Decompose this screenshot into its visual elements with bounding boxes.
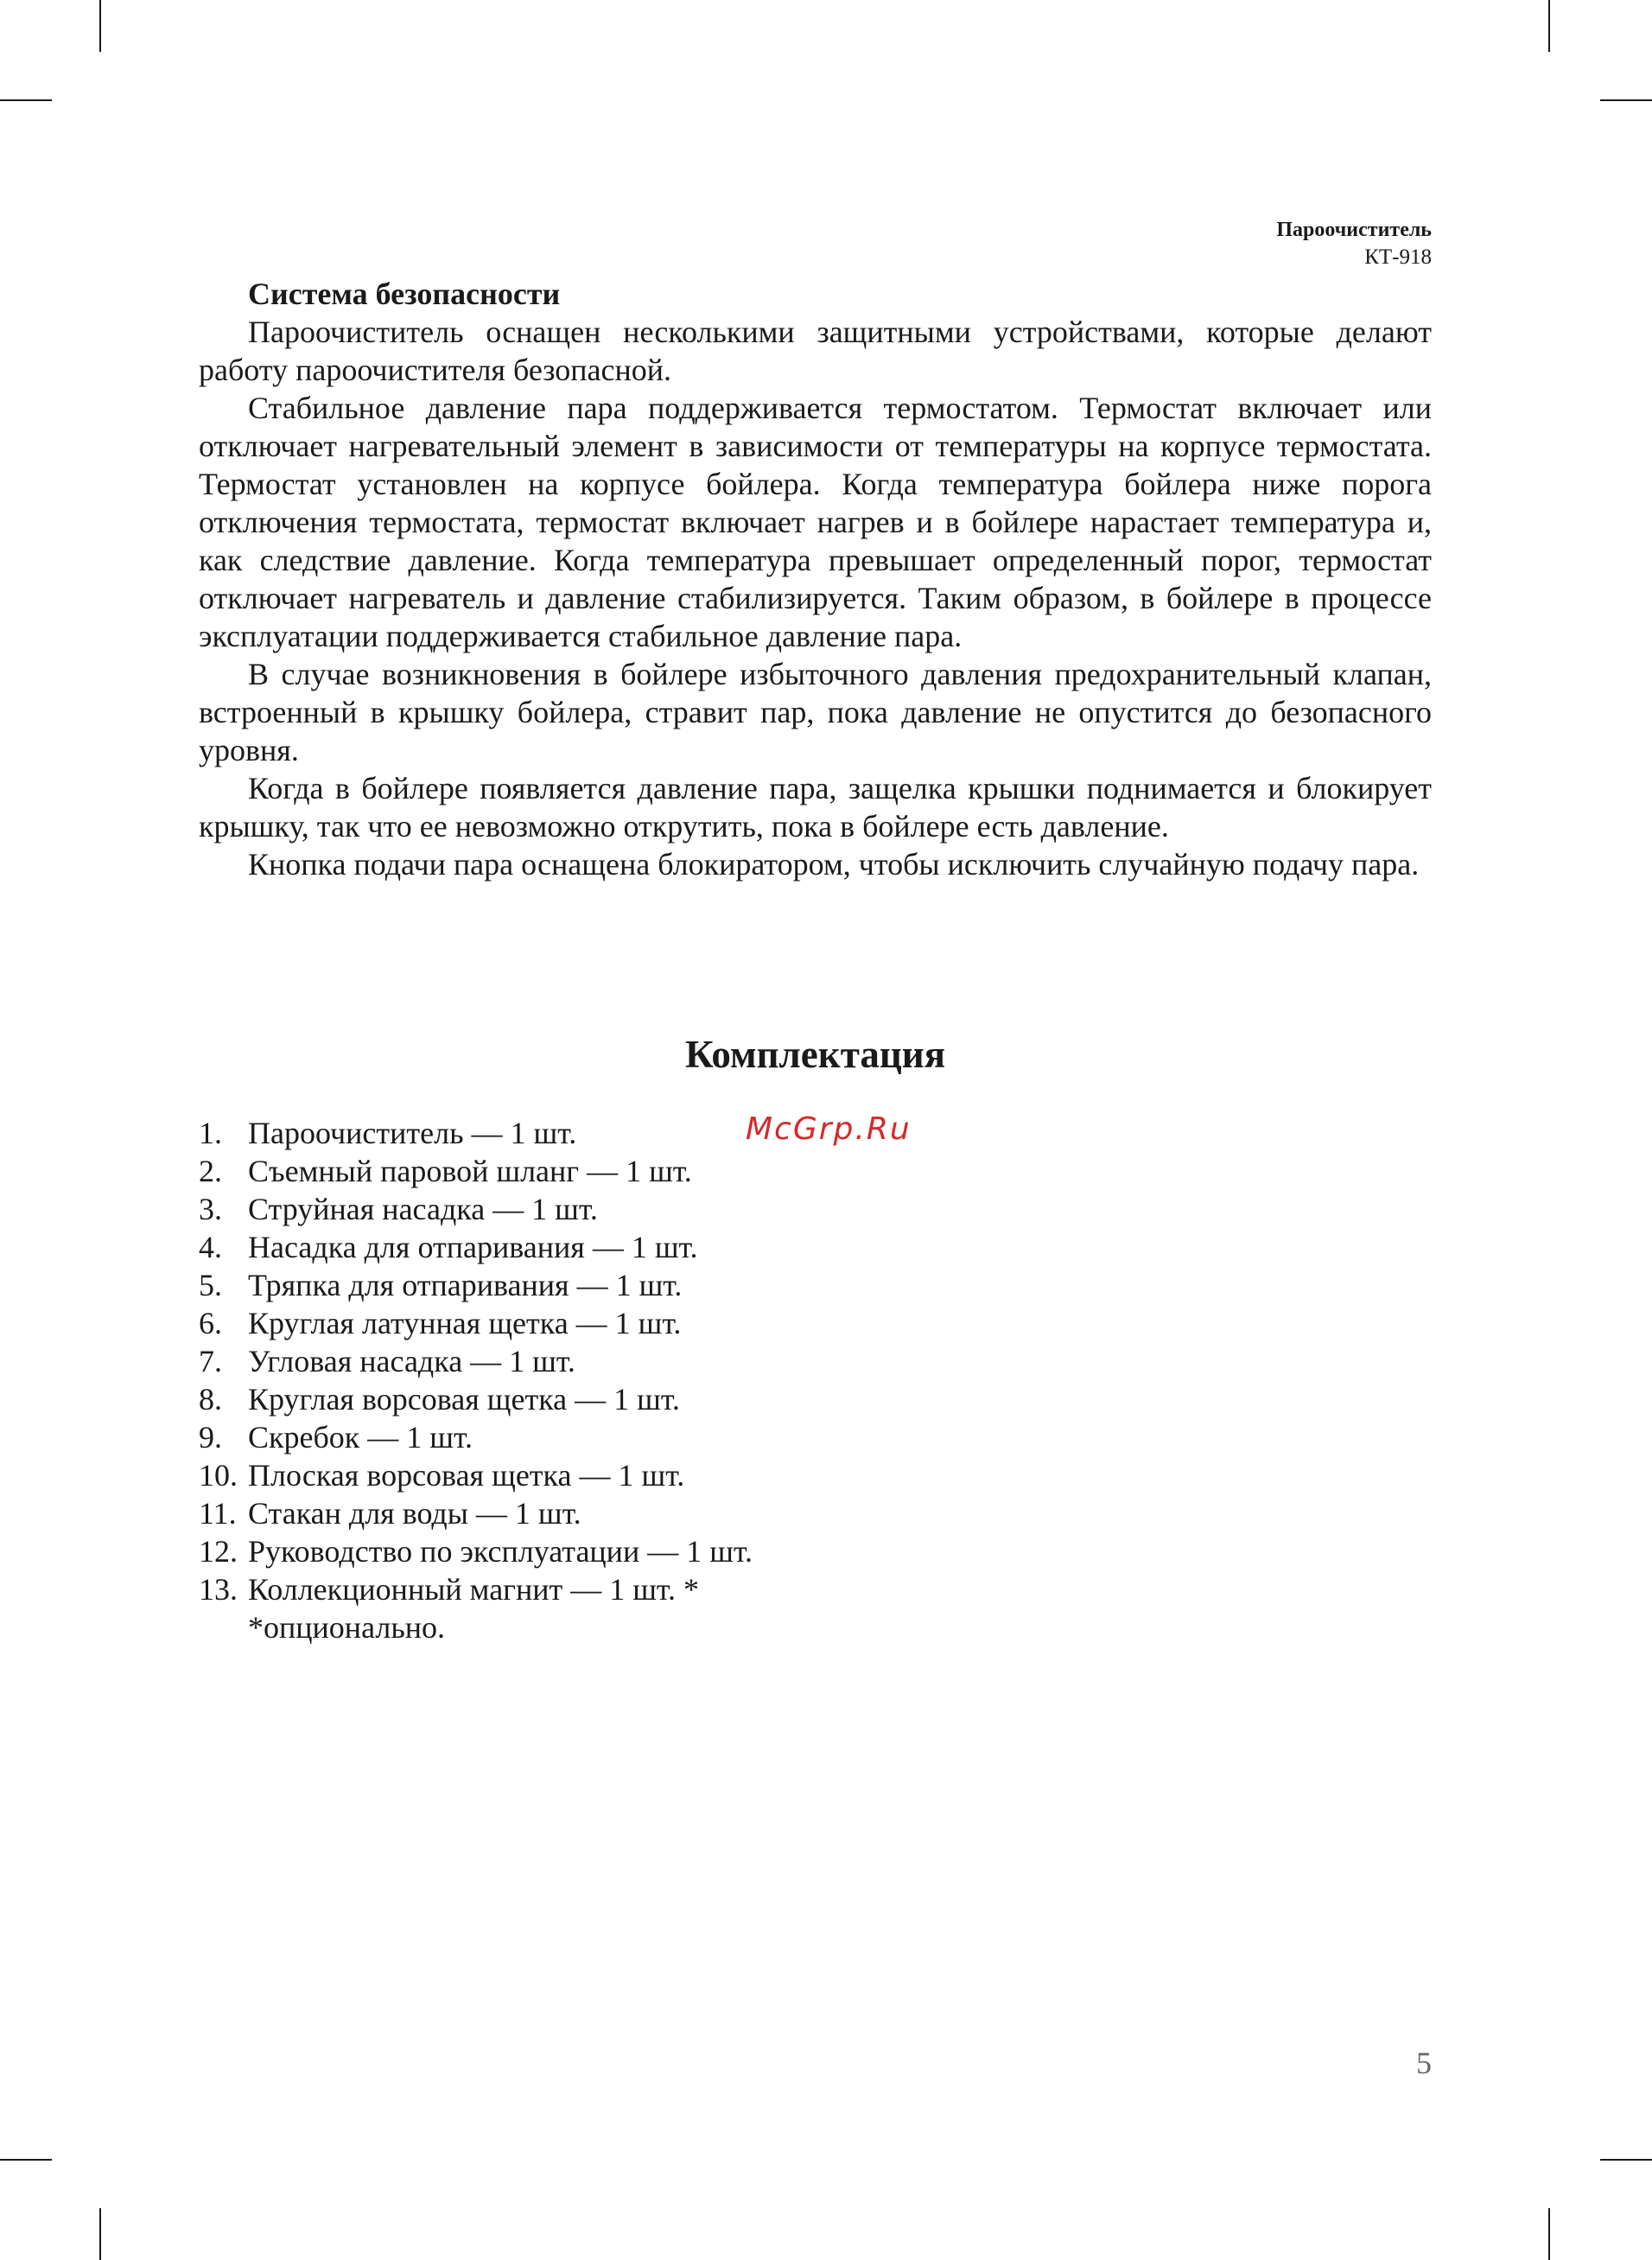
list-item-text: Круглая латунная щетка — 1 шт. xyxy=(248,1306,682,1340)
crop-mark xyxy=(0,2159,52,2161)
list-item-number: 2. xyxy=(199,1154,222,1188)
list-item-number: 4. xyxy=(199,1230,222,1264)
paragraph: В случае возникновения в бойлере избыточного давления предохранительный клапан, встроенный в крышку бойлера, стравит пар, пока давление не опустится до безопасного уровня. xyxy=(199,657,1432,767)
list-item-number: 11. xyxy=(199,1496,237,1531)
list-item xyxy=(199,1342,753,1380)
page-number: 5 xyxy=(1416,2046,1432,2080)
crop-mark xyxy=(1548,0,1550,52)
list-item-number: 13. xyxy=(199,1572,238,1607)
list-item xyxy=(199,1114,753,1152)
list-item-text: Пароочиститель — 1 шт. xyxy=(248,1116,577,1150)
crop-mark xyxy=(1600,99,1652,101)
list-item xyxy=(199,1266,753,1304)
list-item-text: Струйная насадка — 1 шт. xyxy=(248,1192,598,1226)
list-item xyxy=(199,1152,753,1190)
kit-title: Комплектация xyxy=(684,1033,946,1076)
list-item-text: Коллекционный магнит — 1 шт. * xyxy=(248,1572,699,1607)
list-item xyxy=(199,1380,753,1418)
paragraph: Стабильное давление пара поддерживается термостатом. Термостат включает или отключает нагревательный элемент в зависимости от температуры на корпусе термостата. Термостат установлен на корпусе бойлера. Когда температура бойлера ниже порога отключения термостата, термостат включает нагрев и в бойлере нарастает температура и, как следствие давление. Когда температура превышает определенный порог, термостат отключает нагреватель и давление стабилизируется. Таким образом, в бойлере в процессе эксплуатации поддерживается стабильное давление пара. xyxy=(199,391,1432,653)
paragraph: Когда в бойлере появляется давление пара, защелка крышки поднимается и блокирует крышку, так что ее невозможно открутить, пока в бойлере есть давление. xyxy=(199,771,1432,844)
list-item-number: 7. xyxy=(199,1344,222,1378)
header-product: Пароочиститель xyxy=(1276,219,1432,241)
list-item-text: Скребок — 1 шт. xyxy=(248,1420,473,1455)
list-item-number: 1. xyxy=(199,1116,222,1150)
list-item xyxy=(199,1190,753,1228)
crop-mark xyxy=(1600,2159,1652,2161)
running-header xyxy=(1276,216,1432,271)
list-item-number: 10. xyxy=(199,1458,238,1493)
list-item-text: Угловая насадка — 1 шт. xyxy=(248,1344,575,1378)
kit-footnote: *опционально. xyxy=(248,1610,446,1645)
paragraph: Кнопка подачи пара оснащена блокиратором, чтобы исключить случайную подачу пара. xyxy=(248,847,1420,882)
list-item-number: 9. xyxy=(199,1420,222,1455)
list-item-number: 6. xyxy=(199,1306,222,1340)
crop-mark xyxy=(99,0,101,52)
list-item xyxy=(199,1494,753,1532)
list-item-text: Круглая ворсовая щетка — 1 шт. xyxy=(248,1382,680,1416)
section-title: Система безопасности xyxy=(248,277,561,311)
list-item xyxy=(199,1304,753,1342)
crop-mark xyxy=(0,99,52,101)
list-item-text: Стакан для воды — 1 шт. xyxy=(248,1496,581,1531)
list-item-number: 3. xyxy=(199,1192,222,1226)
list-item xyxy=(199,1228,753,1266)
list-item-number: 8. xyxy=(199,1382,222,1416)
list-item xyxy=(199,1570,753,1608)
list-item-text: Тряпка для отпаривания — 1 шт. xyxy=(248,1268,683,1302)
list-item xyxy=(199,1532,753,1570)
list-item xyxy=(199,1456,753,1494)
watermark-link[interactable]: McGrp.Ru xyxy=(746,1111,912,1147)
list-item-number: 5. xyxy=(199,1268,222,1302)
paragraph: Пароочиститель оснащен несколькими защитными устройствами, которые делают работу пароочистителя безопасной. xyxy=(199,315,1432,387)
kit-list xyxy=(199,1114,753,1646)
crop-mark xyxy=(99,2208,101,2260)
list-item xyxy=(199,1418,753,1456)
safety-section xyxy=(199,275,1432,883)
list-item-text: Насадка для отпаривания — 1 шт. xyxy=(248,1230,698,1264)
header-model: КТ-918 xyxy=(1364,245,1432,269)
list-item-text: Съемный паровой шланг — 1 шт. xyxy=(248,1154,692,1188)
list-item-number: 12. xyxy=(199,1534,238,1569)
list-item-text: Руководство по эксплуатации — 1 шт. xyxy=(248,1534,753,1569)
list-item-text: Плоская ворсовая щетка — 1 шт. xyxy=(248,1458,685,1493)
crop-mark xyxy=(1548,2208,1550,2260)
